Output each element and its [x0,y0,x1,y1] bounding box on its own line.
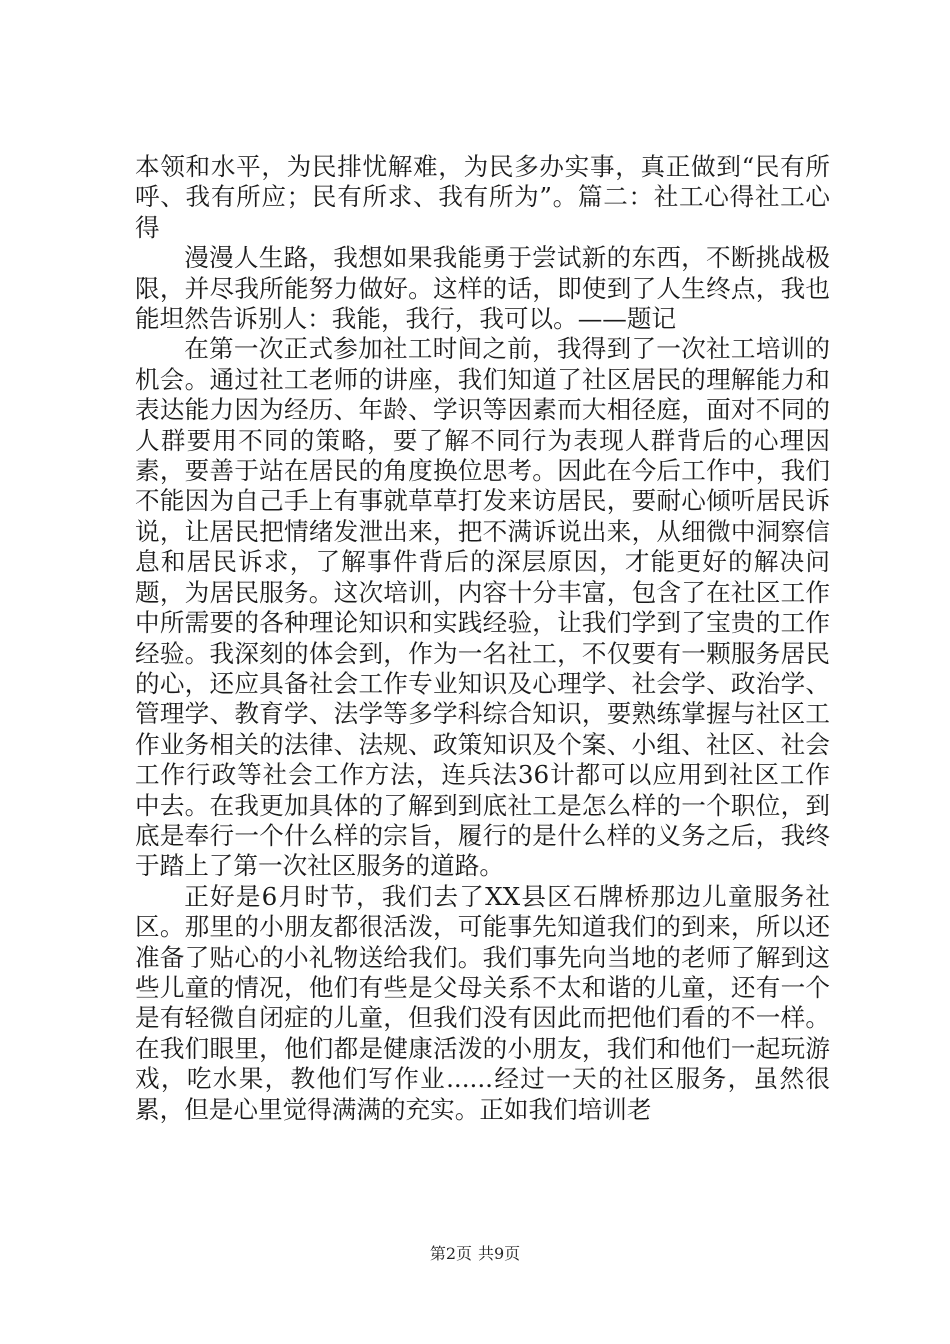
page-number: 第2页 [429,1244,472,1263]
page-total: 共9页 [478,1244,521,1263]
paragraph-1: 本领和水平，为民排忧解难，为民多办实事，真正做到“民有所呼、我有所应；民有所求、我有所为”。篇二：社工心得社工心得 [135,152,830,242]
paragraph-2: 漫漫人生路，我想如果我能勇于尝试新的东西，不断挑战极限，并尽我所能努力做好。这样的话，即使到了人生终点，我也能坦然告诉别人：我能，我行，我可以。——题记 [135,243,830,334]
page-footer [0,1244,950,1264]
paragraph-3: 在第一次正式参加社工时间之前，我得到了一次社工培训的机会。通过社工老师的讲座，我们知道了社区居民的理解能力和表达能力因为经历、年龄、学识等因素而大相径庭，面对不同的人群要用不同的策略，要了解不同行为表现人群背后的心理因素，要善于站在居民的角度换位思考。因此在今后工作中，我们不能因为自己手上有事就草草打发来访居民，要耐心倾听居民诉说，让居民把情绪发泄出来，把不满诉说出来，从细微中洞察信息和居民诉求，了解事件背后的深层原因，才能更好的解决问题，为居民服务。这次培训，内容十分丰富，包含了在社区工作中所需要的各种理论知识和实践经验，让我们学到了宝贵的工作经验。我深刻的体会到，作为一名社工，不仅要有一颗服务居民的心，还应具备社会工作专业知识及心理学、社会学、政治学、管理学、教育学、法学等多学科综合知识，要熟练掌握与社区工作业务相关的法律、法规、政策知识及个案、小组、社区、社会工作行政等社会工作方法，连兵法36计都可以应用到社区工作中去。在我更加具体的了解到到底社工是怎么样的一个职位，到底是奉行一个什么样的宗旨，履行的是什么样的义务之后，我终于踏上了第一次社区服务的道路。 [135,334,830,881]
paragraph-4: 正好是6月时节，我们去了XX县区石牌桥那边儿童服务社区。那里的小朋友都很活泼，可能事先知道我们的到来，所以还准备了贴心的小礼物送给我们。我们事先向当地的老师了解到这些儿童的情况，他们有些是父母关系不太和谐的儿童，还有一个是有轻微自闭症的儿童，但我们没有因此而把他们看的不一样。在我们眼里，他们都是健康活泼的小朋友，我们和他们一起玩游戏，吃水果，教他们写作业......经过一天的社区服务，虽然很累，但是心里觉得满满的充实。正如我们培训老 [135,881,830,1124]
document-body [135,152,830,1125]
